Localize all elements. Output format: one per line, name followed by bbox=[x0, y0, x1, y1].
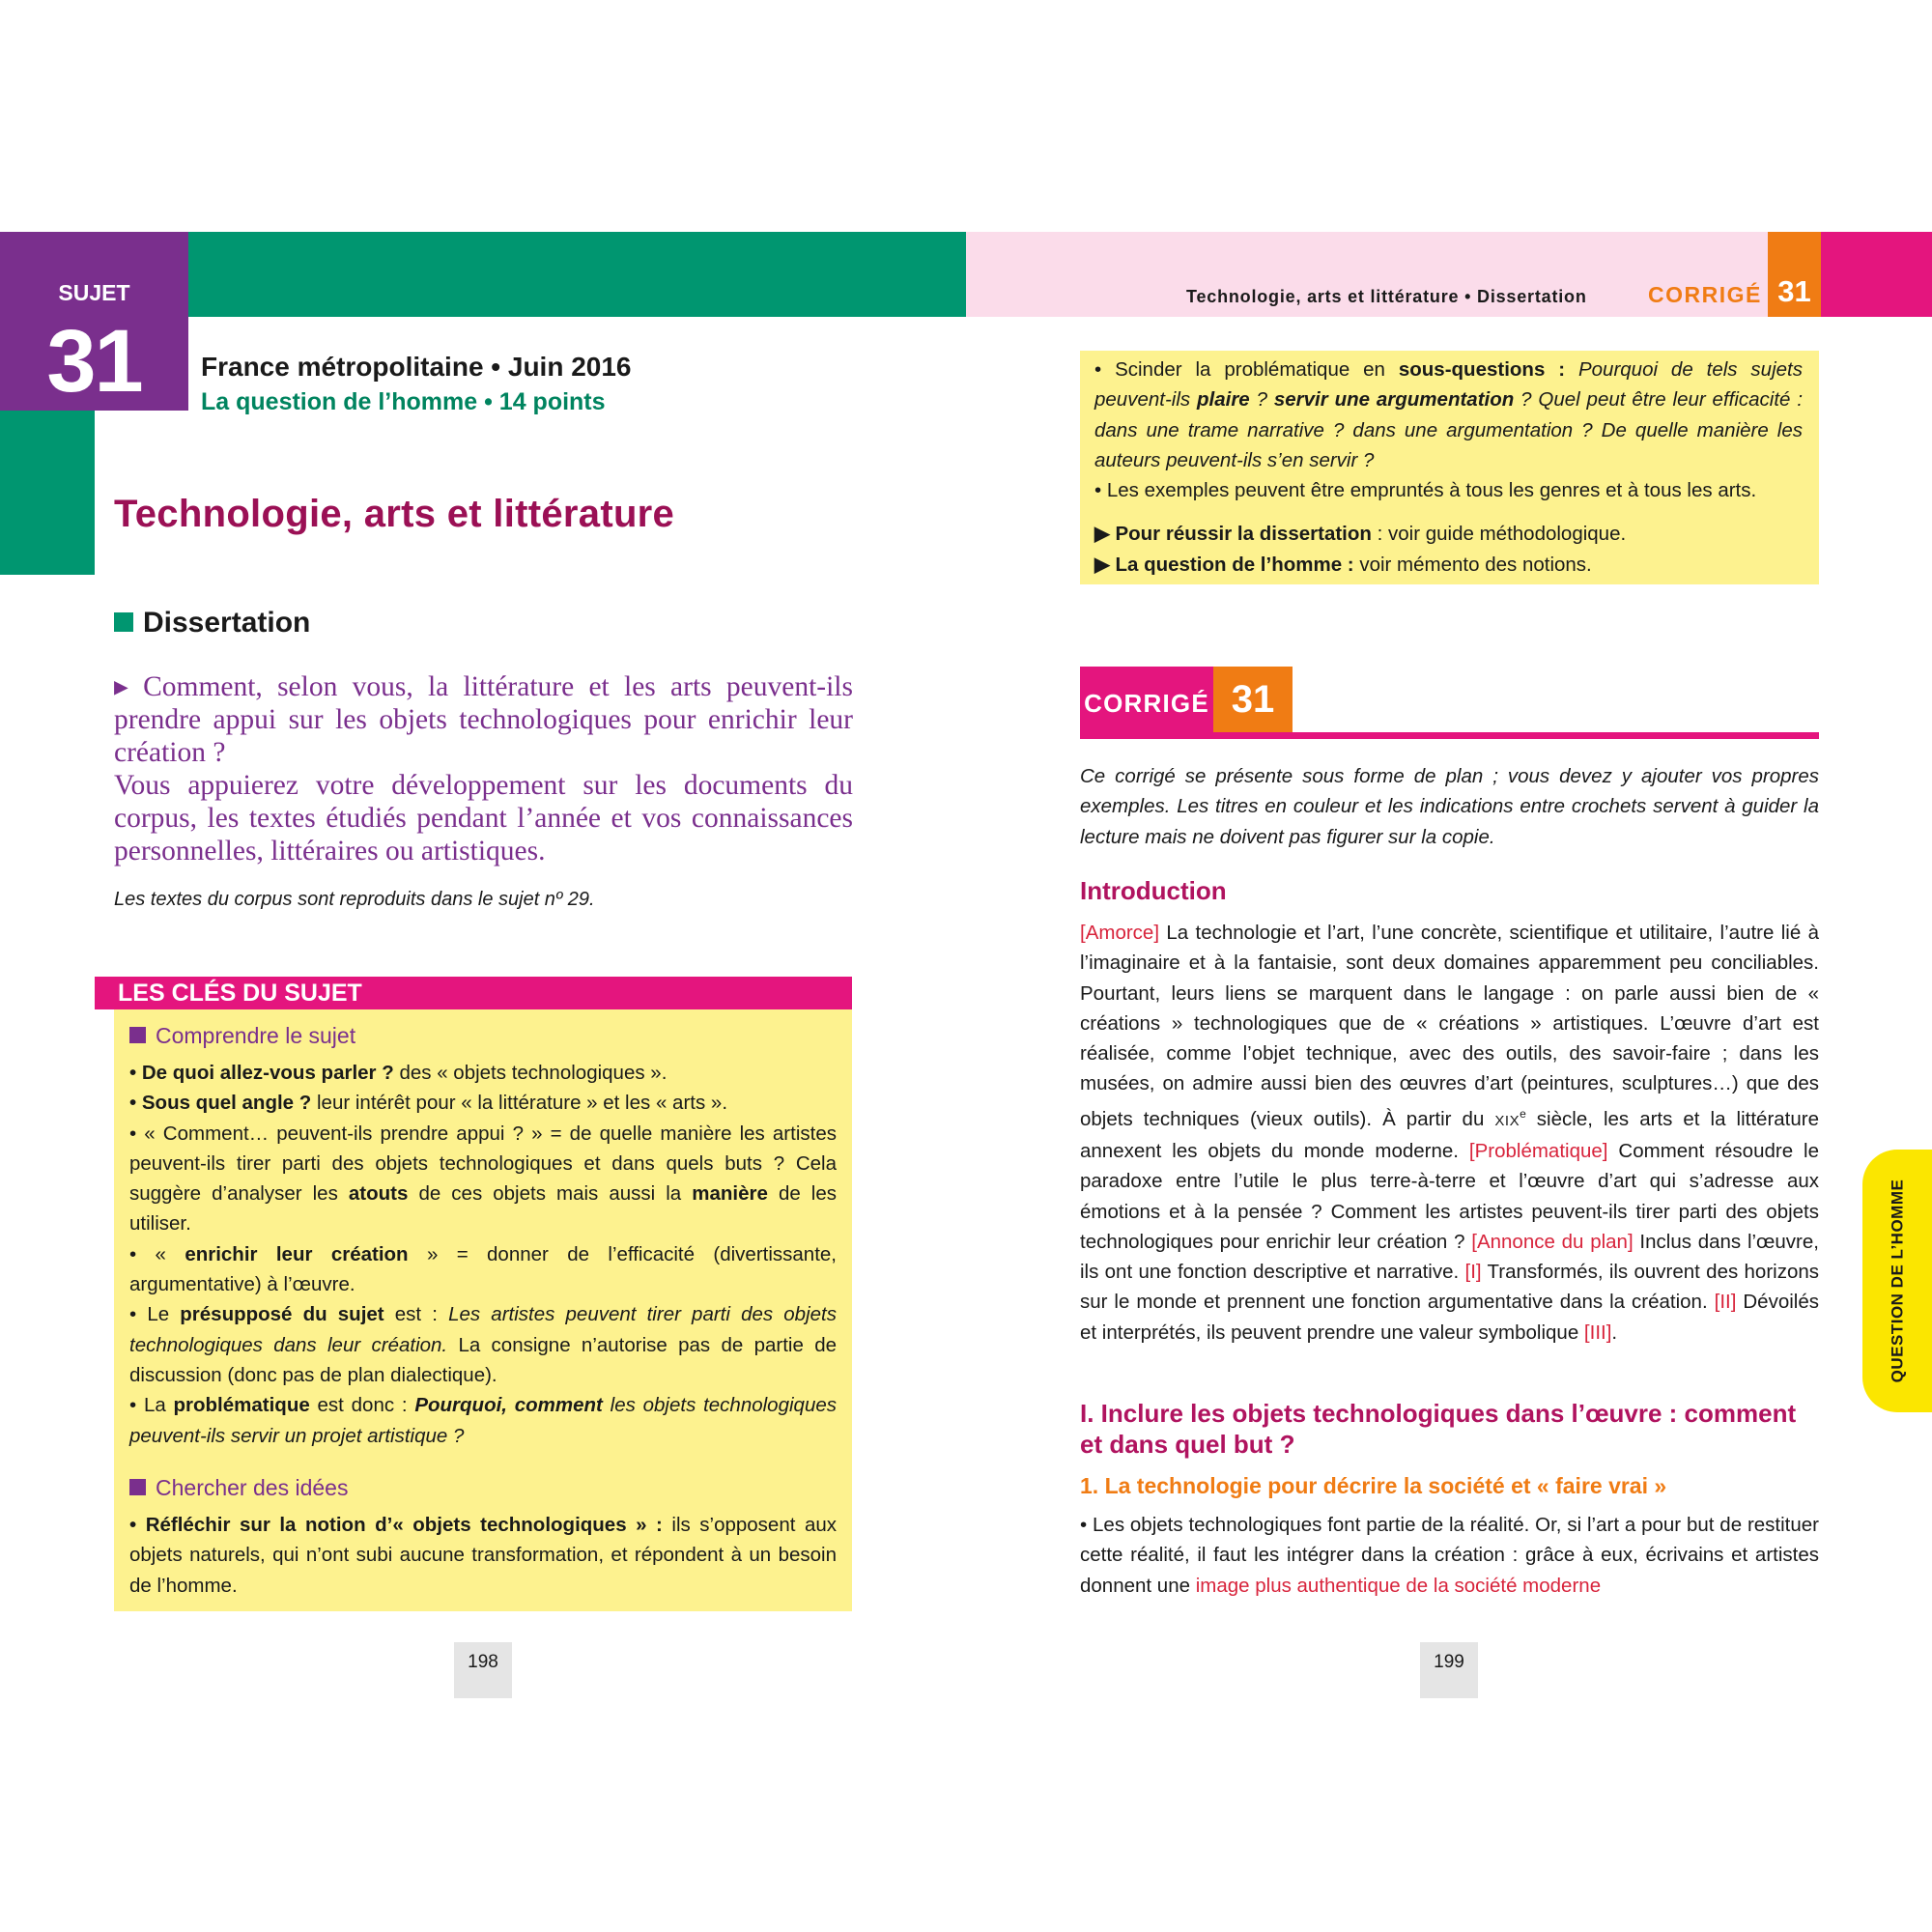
marker-part-1: [I] bbox=[1464, 1261, 1482, 1284]
green-square-icon bbox=[114, 612, 133, 632]
introduction-text: [Amorce] La technologie et l’art, l’une concrète, scientifique et utilitaire, l’autre lié à l’imaginaire et à la fantaisie, sont deux domaines apparemment peu conciliables. Pourtant, leurs liens se marquent dans le langage : on parle aussi bien de « créations » technologiques que de « créations » artistiques. L’œuvre d’art est réalisée, comme l’objet technique, avec des outils, des savoir-faire ; dans les musées, on admire aussi bien des œuvres d’art (peintures, sculptures…) que des objets techniques (vieux outils). À partir du XIXe siècle, les arts et la littérature annexent les objets du monde moderne. [Problématique] Comment résoudre le paradoxe entre l’utile le plus terre-à-terre et l’œuvre d’art qui s’adresse aux émotions et à la pensée ? Comment les artistes peuvent-ils tirer parti des objets technologiques pour enrichir leur création ? [Annonce du plan] Inclus dans l’œuvre, ils ont une fonction descriptive et narrative. [I] Transformés, ils ouvrent des horizons sur le monde et prennent une fonction argumentative dans la création. [II] Dévoilés et interprétés, ils peuvent prendre une valeur symbolique [III]. bbox=[1080, 922, 1820, 1344]
list-item: ▶ Pour réussir la dissertation : voir guide méthodologique. bbox=[1094, 523, 1627, 546]
part-1-heading: I. Inclure les objets technologiques dans l’œuvre : comment et dans quel but ? bbox=[1080, 1399, 1797, 1459]
comprendre-text bbox=[129, 1058, 837, 1451]
list-item: ▶ La question de l’homme : voir mémento des notions. bbox=[1094, 553, 1592, 576]
header-green-band bbox=[188, 232, 966, 317]
marker-part-2: [II] bbox=[1714, 1291, 1737, 1314]
page-title: Technologie, arts et littérature bbox=[114, 493, 675, 535]
cles-banner-label: LES CLÉS DU SUJET bbox=[118, 980, 362, 1007]
running-corrige-label: CORRIGÉ bbox=[1648, 282, 1762, 307]
purple-square-icon bbox=[129, 1479, 146, 1495]
list-item: • Scinder la problématique en sous-questions : Pourquoi de tels sujets peuvent-ils plaire ? servir une argumentation ? Quel peut être leur efficacité : dans une trame narrative ? dans une argumentation ? De quelle manière les auteurs peuvent-ils s’en servir ? bbox=[1094, 358, 1804, 471]
side-thumb-tab-label-wrap bbox=[1862, 1150, 1932, 1412]
list-item: • Le présupposé du sujet est : Les artistes peuvent tirer parti des objets technologiques dans leur création. La consigne n’autorise pas de partie de discussion (donc pas de plan dialectique). bbox=[129, 1303, 837, 1386]
list-item: • La problématique est donc : Pourquoi, comment les objets technologiques peuvent-ils servir un projet artistique ? bbox=[129, 1394, 837, 1447]
list-item: • « Comment… peuvent-ils prendre appui ? » = de quelle manière les artistes peuvent-ils tirer parti des objets technologiques et dans quels buts ? Cela suggère d’analyser les atouts de ces objets mais aussi la manière de les utiliser. bbox=[129, 1122, 837, 1236]
highlight-text: image plus authentique de la société moderne bbox=[1195, 1574, 1602, 1597]
corrige-intro: Ce corrigé se présente sous forme de plan ; vous devez y ajouter vos propres exemples. Les titres en couleur et les indications entre crochets servent à guider la lecture mais ne doivent pas figurer sur la copie. bbox=[1080, 765, 1819, 848]
list-item: • Réfléchir sur la notion d’« objets technologiques » : ils s’opposent aux objets naturels, qui n’ont subi aucune transformation, et répondent à un besoin de l’homme. bbox=[129, 1514, 837, 1597]
list-item: • Les exemples peuvent être empruntés à tous les genres et à tous les arts. bbox=[1094, 479, 1757, 502]
running-head: Technologie, arts et littérature • Dissertation bbox=[1186, 287, 1587, 306]
part-1-text: • Les objets technologiques font partie de la réalité. Or, si l’art a pour but de restituer cette réalité, il faut les intégrer dans la création : grâce à eux, écrivains et artistes donnent une image plus authentique de la société moderne bbox=[1080, 1514, 1819, 1597]
corrige-underline bbox=[1080, 732, 1819, 739]
chercher-text bbox=[129, 1510, 837, 1601]
marker-part-3: [III] bbox=[1583, 1321, 1612, 1344]
list-item: • Sous quel angle ? leur intérêt pour « la littérature » et les « arts ». bbox=[129, 1092, 728, 1115]
header-magenta-block bbox=[1821, 232, 1932, 317]
header-location: France métropolitaine • Juin 2016 bbox=[201, 352, 632, 382]
corpus-note: Les textes du corpus sont reproduits dans le sujet nº 29. bbox=[114, 889, 595, 910]
exercise-heading bbox=[114, 607, 310, 639]
running-number: 31 bbox=[1777, 274, 1811, 308]
marker-amorce: [Amorce] bbox=[1080, 922, 1160, 944]
header-green-side-band bbox=[0, 411, 95, 575]
tips-text bbox=[1094, 355, 1803, 580]
purple-square-icon bbox=[129, 1027, 146, 1043]
part-1-subheading: 1. La technologie pour décrire la société et « faire vrai » bbox=[1080, 1473, 1667, 1498]
introduction-heading: Introduction bbox=[1080, 876, 1227, 905]
question-line-2: Vous appuierez votre développement sur les documents du corpus, les textes étudiés pendant l’année et vos connaissances personnelles, littéraires ou artistiques. bbox=[114, 770, 853, 867]
list-item: • De quoi allez-vous parler ? des « objets technologiques ». bbox=[129, 1062, 668, 1084]
question-line-1: ▸ Comment, selon vous, la littérature et les arts peuvent-ils prendre appui sur les objets technologiques pour enrichir leur création ? bbox=[114, 671, 853, 768]
page-number-right: 199 bbox=[1420, 1642, 1478, 1698]
exercise-label: Dissertation bbox=[143, 607, 311, 639]
sujet-label: SUJET bbox=[58, 280, 130, 305]
dissertation-question bbox=[114, 670, 853, 867]
corrige-number: 31 bbox=[1231, 678, 1275, 721]
marker-annonce: [Annonce du plan] bbox=[1471, 1230, 1634, 1253]
comprendre-heading: Comprendre le sujet bbox=[129, 1023, 355, 1049]
page-number-left: 198 bbox=[454, 1642, 512, 1698]
list-item: • « enrichir leur création » = donner de l’efficacité (divertissante, argumentative) à l’œuvre. bbox=[129, 1242, 837, 1296]
header-subtitle: La question de l’homme • 14 points bbox=[201, 388, 606, 415]
corrige-banner-label: CORRIGÉ bbox=[1084, 689, 1209, 718]
marker-problematique: [Problématique] bbox=[1468, 1139, 1608, 1162]
chercher-heading: Chercher des idées bbox=[129, 1475, 348, 1501]
sujet-number: 31 bbox=[46, 312, 142, 411]
side-thumb-tab-label: QUESTION DE L’HOMME bbox=[1888, 1179, 1906, 1383]
